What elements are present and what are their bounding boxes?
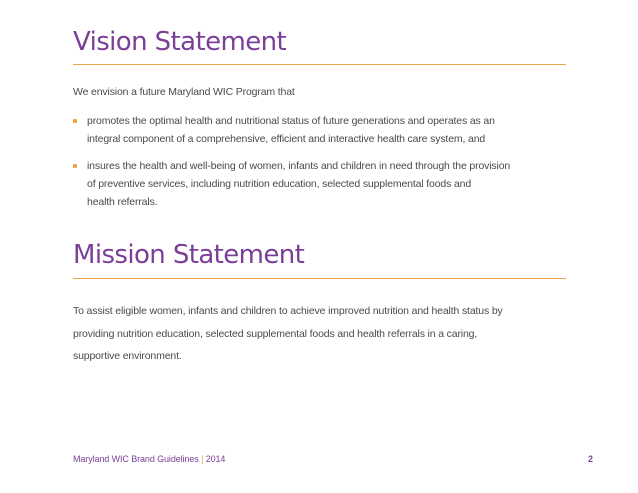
mission-paragraph [73,300,543,368]
mission-heading: Mission Statement [73,240,305,270]
footer-year: 2014 [205,454,226,464]
vision-bullet-list [73,112,553,211]
mission-line: supportive environment. [73,350,182,362]
mission-divider [73,278,566,279]
bullet-line: health referrals. [87,196,158,208]
bullet-line: of preventive services, including nutrition education, selected supplemental foods and [87,178,472,190]
vision-intro: We envision a future Maryland WIC Program that [73,86,295,98]
footer-separator: | [201,454,204,464]
bullet-line: insures the health and well-being of women, infants and children in need through the provision [87,160,511,172]
footer-doc-title: Maryland WIC Brand Guidelines [73,454,199,464]
vision-heading: Vision Statement [73,27,287,57]
page-number: 2 [588,454,594,464]
vision-divider [73,64,566,65]
vision-bullet-item [73,157,553,211]
footer [73,454,225,464]
mission-line: providing nutrition education, selected supplemental foods and health referrals in a caring, [73,327,478,340]
mission-line: To assist eligible women, infants and children to achieve improved nutrition and health status by [73,305,503,317]
bullet-marker [73,119,77,123]
bullet-line: promotes the optimal health and nutritional status of future generations and operates as an [87,115,495,127]
bullet-line: integral component of a comprehensive, efficient and interactive health care system, and [87,133,486,145]
bullet-marker [73,164,77,168]
vision-bullet-item [73,112,553,148]
